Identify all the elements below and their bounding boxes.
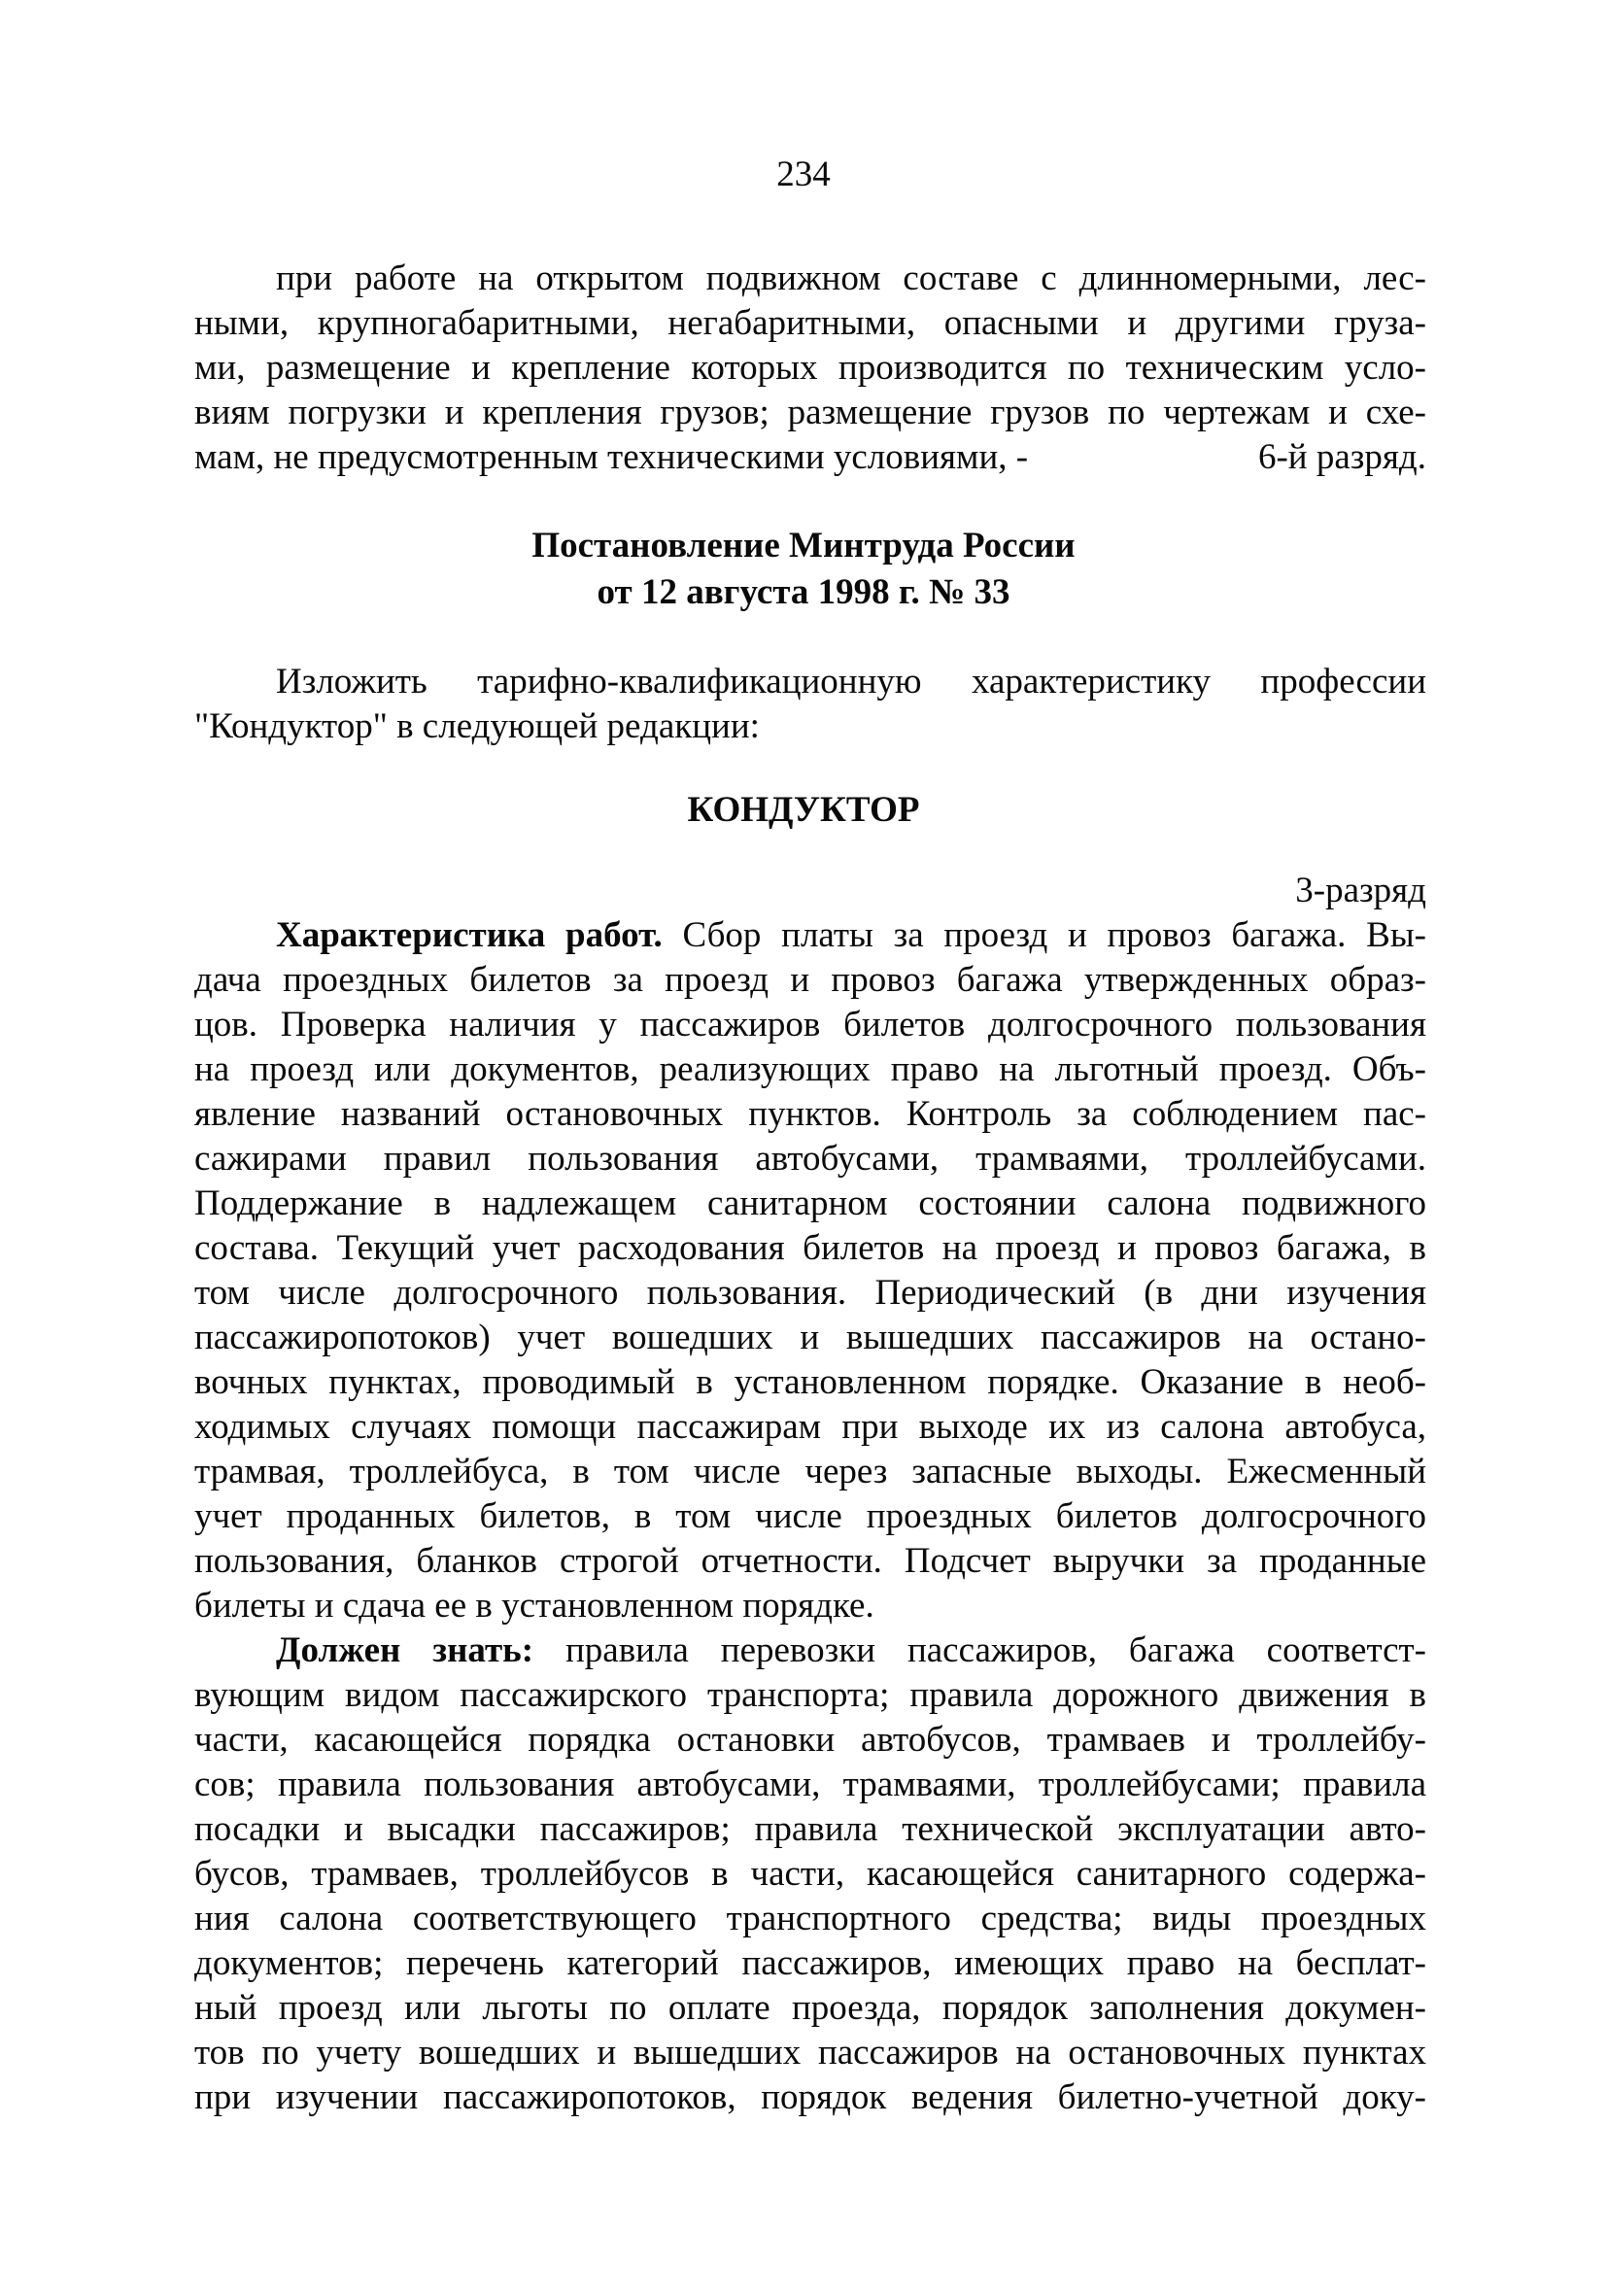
must-know-first-line: правила перевозки пассажиров, багажа соответст- (564, 1630, 1426, 1670)
page-number: 234 (776, 154, 831, 194)
text-line: состава. Текущий учет расходования билетов на проезд и провоз багажа, в (194, 1228, 1426, 1268)
intro-last-text: мам, не предусмотренным техническими условиями, - (194, 437, 1029, 477)
text-line: тов по учету вошедших и вышедших пассажиров на остановочных пунктах (194, 2033, 1426, 2073)
text-line: посадки и высадки пассажиров; правила технической эксплуатации авто- (194, 1809, 1426, 1849)
must-know-paragraph (194, 1628, 1426, 2120)
text-line (194, 1628, 1426, 1673)
characteristic-first-line: Сбор платы за проезд и провоз багажа. Вы- (682, 915, 1427, 955)
intro-paragraph (194, 257, 1426, 480)
profession-title: КОНДУКТОР (687, 790, 920, 830)
text-line: виям погрузки и крепления грузов; размещение грузов по чертежам и схе- (194, 393, 1426, 432)
characteristic-label: Характеристика работ. (276, 915, 663, 955)
must-know-label: Должен знать: (276, 1630, 534, 1670)
text-line: ходимых случаях помощи пассажирам при выходе их из салона автобуса, (194, 1407, 1426, 1447)
text-line: на проезд или документов, реализующих право на льготный проезд. Объ- (194, 1049, 1426, 1089)
text-line: пользования, бланков строгой отчетности. Подсчет выручки за проданные (194, 1541, 1426, 1581)
text-line: цов. Проверка наличия у пассажиров билетов долгосрочного пользования (194, 1005, 1426, 1045)
text-line: Изложить тарифно-квалификационную характеристику профессии (276, 662, 1426, 702)
text-line (194, 435, 1426, 480)
resolution-title-line2: от 12 августа 1998 г. № 33 (597, 572, 1010, 612)
text-line: том числе долгосрочного пользования. Периодический (в дни изучения (194, 1273, 1426, 1313)
resolution-title-line1: Постановление Минтруда России (531, 526, 1076, 565)
text-line: при изучении пассажиропотоков, порядок ведения билетно-учетной доку- (194, 2077, 1426, 2117)
text-line (194, 913, 1426, 958)
text-line: вующим видом пассажирского транспорта; правила дорожного движения в (194, 1675, 1426, 1715)
text-line: ния салона соответствующего транспортного средства; виды проездных (194, 1899, 1426, 1938)
text-line: при работе на открытом подвижном составе с длинномерными, лес- (276, 258, 1426, 298)
text-line: явление названий остановочных пунктов. Контроль за соблюдением пас- (194, 1094, 1426, 1134)
text-line: ными, крупногабаритными, негабаритными, опасными и другими груза- (194, 303, 1426, 343)
text-line: вочных пунктах, проводимый в установленном порядке. Оказание в необ- (194, 1362, 1426, 1402)
text-line: трамвая, троллейбуса, в том числе через запасные выходы. Ежесменный (194, 1452, 1426, 1491)
text-line: ми, размещение и крепление которых производится по техническим усло- (194, 348, 1426, 388)
text-line: сов; правила пользования автобусами, трамваями, троллейбусами; правила (194, 1765, 1426, 1804)
text-line: ный проезд или льготы по оплате проезда, порядок заполнения докумен- (194, 1988, 1426, 2028)
text-line: дача проездных билетов за проезд и провоз багажа утвержденных образ- (194, 960, 1426, 1000)
text-line: "Кондуктор" в следующей редакции: (194, 706, 760, 746)
text-line: сажирами правил пользования автобусами, трамваями, троллейбусами. (194, 1139, 1426, 1179)
instruction-paragraph (194, 660, 1426, 749)
text-line: Поддержание в надлежащем санитарном состоянии салона подвижного (194, 1183, 1426, 1223)
text-line: учет проданных билетов, в том числе проездных билетов долгосрочного (194, 1496, 1426, 1536)
text-line: части, касающейся порядка остановки автобусов, трамваев и троллейбу- (194, 1720, 1426, 1760)
text-line: документов; перечень категорий пассажиров, имеющих право на бесплат- (194, 1943, 1426, 1983)
grade-label: 3-разряд (1295, 871, 1426, 910)
characteristic-paragraph (194, 913, 1426, 1628)
text-line: пассажиропотоков) учет вошедших и вышедших пассажиров на остано- (194, 1318, 1426, 1357)
text-line: бусов, трамваев, троллейбусов в части, касающейся санитарного содержа- (194, 1854, 1426, 1894)
text-line: билеты и сдача ее в установленном порядке. (194, 1586, 874, 1626)
grade-result: 6-й разряд. (1257, 437, 1426, 477)
